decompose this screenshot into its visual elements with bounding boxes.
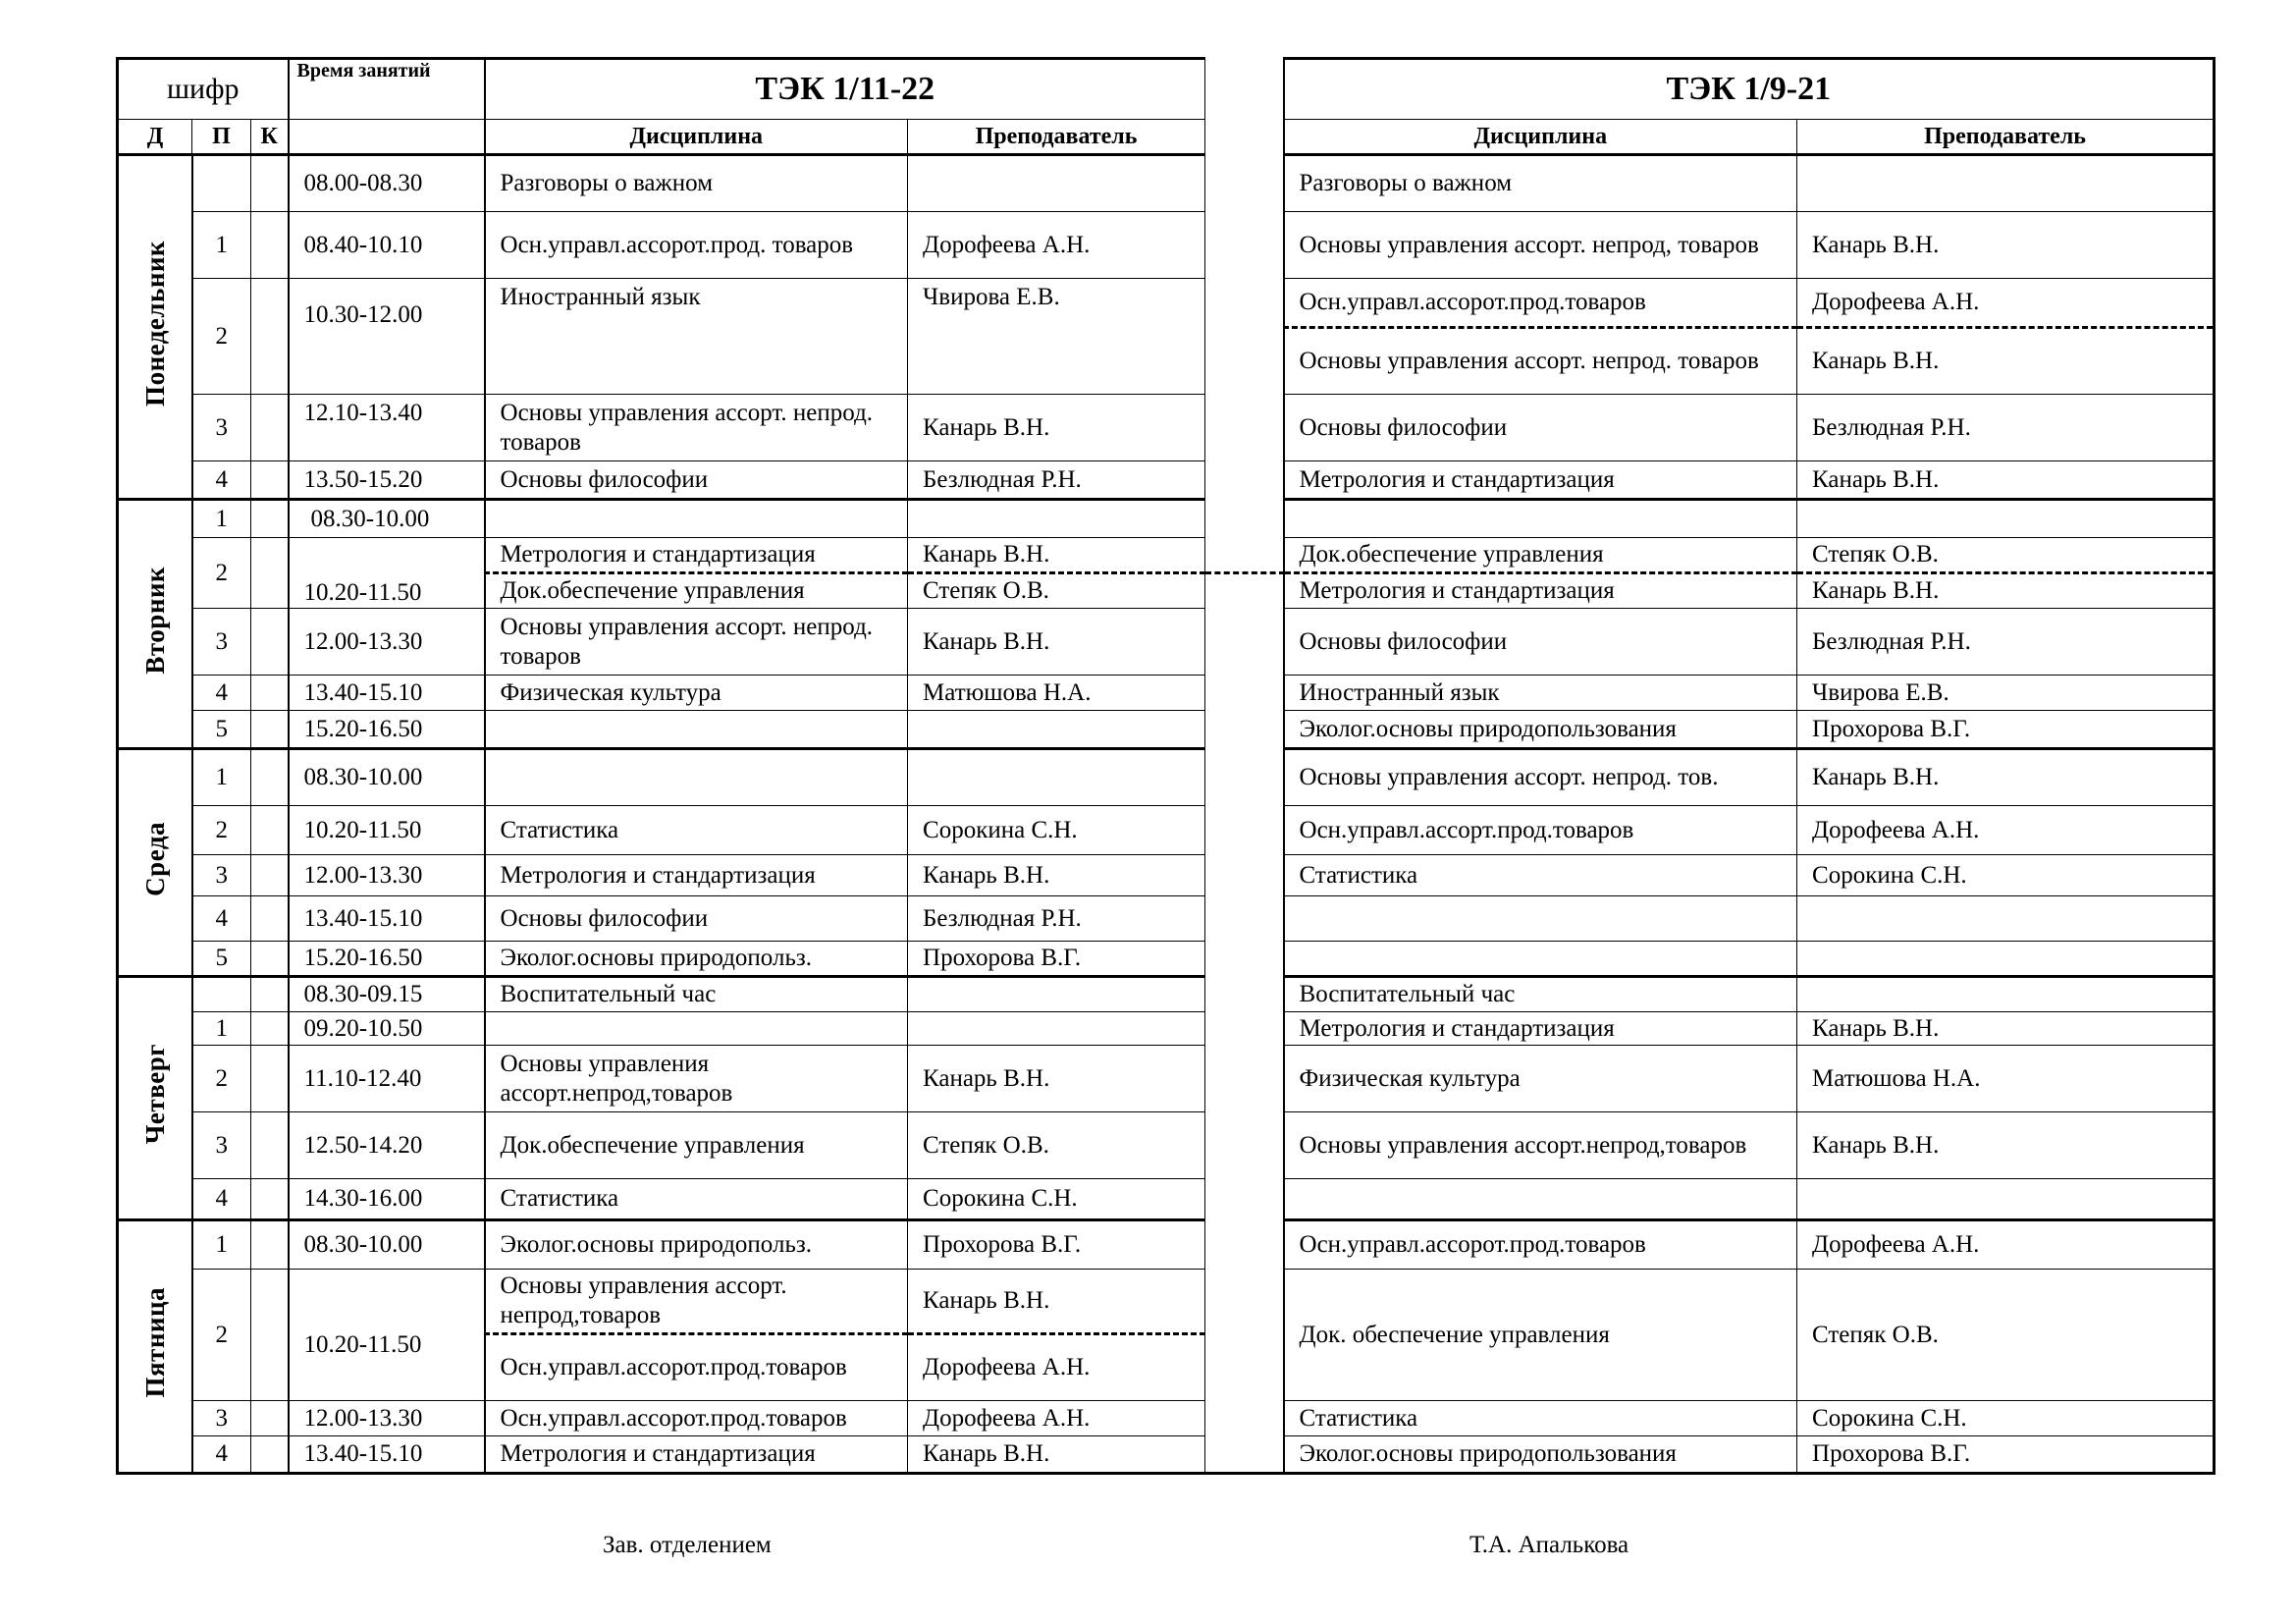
header-time-blank (289, 120, 485, 155)
pair-number: 2 (192, 806, 251, 855)
teacher-cell: Матюшова Н.А. (908, 676, 1205, 711)
pair-number: 3 (192, 395, 251, 461)
separator-col (1205, 155, 1284, 212)
teacher-cell (908, 977, 1205, 1012)
header-vremya: Время занятий (289, 59, 485, 120)
discipline-cell: Док. обеспечение управления (1284, 1270, 1797, 1401)
cabinet-cell (251, 212, 289, 279)
cabinet-cell (251, 977, 289, 1012)
teacher-cell: Канарь В.Н. (1797, 749, 2215, 806)
discipline-cell: Воспитательный час (485, 977, 908, 1012)
teacher-cell (908, 500, 1205, 538)
discipline-cell: Метрология и стандартизация (1284, 1012, 1797, 1046)
teacher-cell: Сорокина С.Н. (908, 1179, 1205, 1220)
header-discipline-2: Дисциплина (1284, 120, 1797, 155)
discipline-cell: Метрология и стандартизация (485, 855, 908, 896)
discipline-cell: Осн.управл.ассорот.прод.товаров (1284, 279, 1797, 328)
separator-col (1205, 120, 1284, 155)
cabinet-cell (251, 749, 289, 806)
separator-col (1205, 1220, 1284, 1270)
footer-position: Зав. отделением (603, 1532, 772, 1558)
pair-number: 4 (192, 896, 251, 942)
discipline-cell: Разговоры о важном (485, 155, 908, 212)
cabinet-cell (251, 806, 289, 855)
day-label: Четверг (139, 1044, 170, 1145)
teacher-cell: Канарь В.Н. (908, 538, 1205, 573)
cabinet-cell (251, 609, 289, 676)
discipline-cell: Эколог.основы природопольз. (485, 1220, 908, 1270)
teacher-cell (1797, 155, 2215, 212)
discipline-cell (1284, 942, 1797, 977)
separator-col (1205, 212, 1284, 279)
cabinet-cell (251, 500, 289, 538)
separator-col (1205, 676, 1284, 711)
teacher-cell: Прохорова В.Г. (1797, 1436, 2215, 1474)
discipline-cell (1284, 1179, 1797, 1220)
teacher-cell: Безлюдная Р.Н. (1797, 609, 2215, 676)
time-cell: 10.20-11.50 (289, 806, 485, 855)
separator-col (1205, 1270, 1284, 1401)
discipline-cell: Основы философии (485, 896, 908, 942)
teacher-cell: Дорофеева А.Н. (908, 1401, 1205, 1436)
teacher-cell (1797, 896, 2215, 942)
pair-number: 4 (192, 461, 251, 500)
teacher-cell: Безлюдная Р.Н. (908, 461, 1205, 500)
time-cell: 10.20-11.50 (289, 1270, 485, 1401)
header-shifr: шифр (118, 59, 289, 120)
discipline-cell (485, 1012, 908, 1046)
cabinet-cell (251, 279, 289, 395)
discipline-cell (485, 500, 908, 538)
teacher-cell: Дорофеева А.Н. (1797, 279, 2215, 328)
discipline-cell: Физическая культура (1284, 1046, 1797, 1112)
pair-number: 5 (192, 942, 251, 977)
pair-number: 2 (192, 279, 251, 395)
cabinet-cell (251, 1270, 289, 1401)
header-p: П (192, 120, 251, 155)
cabinet-cell (251, 676, 289, 711)
time-cell: 12.10-13.40 (289, 395, 485, 461)
time-cell: 08.30-10.00 (289, 749, 485, 806)
schedule-table (116, 57, 2216, 1475)
time-cell: 12.00-13.30 (289, 855, 485, 896)
separator-col (1205, 59, 1284, 120)
time-cell: 13.50-15.20 (289, 461, 485, 500)
teacher-cell: Канарь В.Н. (1797, 461, 2215, 500)
teacher-cell: Канарь В.Н. (908, 609, 1205, 676)
cabinet-cell (251, 1401, 289, 1436)
pair-number: 1 (192, 1012, 251, 1046)
discipline-cell: Физическая культура (485, 676, 908, 711)
teacher-cell (908, 1012, 1205, 1046)
cabinet-cell (251, 711, 289, 749)
day-friday (118, 1220, 192, 1474)
discipline-cell: Основы философии (1284, 395, 1797, 461)
teacher-cell: Дорофеева А.Н. (908, 212, 1205, 279)
cabinet-cell (251, 461, 289, 500)
teacher-cell (908, 749, 1205, 806)
pair-number (192, 977, 251, 1012)
separator-col (1205, 1046, 1284, 1112)
pair-number: 2 (192, 538, 251, 609)
discipline-cell: Осн.управл.ассорт.прод.товаров (1284, 806, 1797, 855)
time-cell: 13.40-15.10 (289, 676, 485, 711)
teacher-cell: Чвирова Е.В. (908, 279, 1205, 395)
discipline-cell (485, 711, 908, 749)
footer-name: Т.А. Апалькова (1469, 1532, 1629, 1558)
pair-number: 1 (192, 1220, 251, 1270)
cabinet-cell (251, 1046, 289, 1112)
cabinet-cell (251, 855, 289, 896)
cabinet-cell (251, 155, 289, 212)
discipline-cell: Основы управления ассорт. непрод. товаров (485, 395, 908, 461)
teacher-cell: Степяк О.В. (908, 1112, 1205, 1179)
teacher-cell: Канарь В.Н. (908, 1436, 1205, 1474)
pair-number: 5 (192, 711, 251, 749)
teacher-cell: Прохорова В.Г. (908, 1220, 1205, 1270)
discipline-cell: Воспитательный час (1284, 977, 1797, 1012)
teacher-cell: Канарь В.Н. (1797, 573, 2215, 609)
cabinet-cell (251, 1112, 289, 1179)
teacher-cell (1797, 942, 2215, 977)
header-d: Д (118, 120, 192, 155)
separator-col (1205, 1179, 1284, 1220)
teacher-cell: Безлюдная Р.Н. (1797, 395, 2215, 461)
day-thursday (118, 977, 192, 1220)
time-cell: 12.00-13.30 (289, 1401, 485, 1436)
cabinet-cell (251, 1012, 289, 1046)
teacher-cell (908, 711, 1205, 749)
discipline-cell: Основы управления ассорт. непрод. товаров (1284, 328, 1797, 395)
pair-number: 3 (192, 609, 251, 676)
teacher-cell: Канарь В.Н. (1797, 328, 2215, 395)
discipline-cell: Осн.управл.ассорот.прод. товаров (485, 212, 908, 279)
discipline-cell: Статистика (1284, 855, 1797, 896)
discipline-cell: Метрология и стандартизация (1284, 461, 1797, 500)
teacher-cell: Безлюдная Р.Н. (908, 896, 1205, 942)
teacher-cell (908, 155, 1205, 212)
discipline-cell: Метрология и стандартизация (1284, 573, 1797, 609)
pair-number: 1 (192, 749, 251, 806)
discipline-cell: Статистика (485, 1179, 908, 1220)
pair-number: 3 (192, 1112, 251, 1179)
separator-col (1205, 977, 1284, 1012)
discipline-cell: Основы управления ассорт. непрод. товаров (485, 609, 908, 676)
teacher-cell: Сорокина С.Н. (908, 806, 1205, 855)
separator-col (1205, 711, 1284, 749)
discipline-cell: Разговоры о важном (1284, 155, 1797, 212)
time-cell: 12.00-13.30 (289, 609, 485, 676)
pair-number: 1 (192, 212, 251, 279)
discipline-cell: Основы управления ассорт.непрод,товаров (1284, 1112, 1797, 1179)
discipline-cell: Метрология и стандартизация (485, 538, 908, 573)
discipline-cell: Основы управления ассорт. непрод,товаров (485, 1270, 908, 1334)
pair-number: 3 (192, 1401, 251, 1436)
teacher-cell: Дорофеева А.Н. (908, 1334, 1205, 1401)
discipline-cell (485, 749, 908, 806)
separator-col (1205, 1112, 1284, 1179)
pair-number: 3 (192, 855, 251, 896)
time-cell: 13.40-15.10 (289, 1436, 485, 1474)
day-label: Пятница (139, 1287, 170, 1398)
group2-title: ТЭК 1/9-21 (1284, 59, 2215, 120)
header-k: К (251, 120, 289, 155)
teacher-cell: Дорофеева А.Н. (1797, 806, 2215, 855)
discipline-cell: Эколог.основы природопользования (1284, 1436, 1797, 1474)
teacher-cell: Степяк О.В. (1797, 1270, 2215, 1401)
cabinet-cell (251, 942, 289, 977)
separator-col (1205, 279, 1284, 395)
discipline-cell: Основы философии (485, 461, 908, 500)
teacher-cell (1797, 977, 2215, 1012)
time-cell: 15.20-16.50 (289, 711, 485, 749)
separator-col (1205, 500, 1284, 538)
day-label: Понедельник (139, 240, 170, 406)
discipline-cell: Осн.управл.ассорот.прод.товаров (1284, 1220, 1797, 1270)
pair-number (192, 155, 251, 212)
header-teacher-1: Преподаватель (908, 120, 1205, 155)
teacher-cell: Сорокина С.Н. (1797, 1401, 2215, 1436)
pair-number: 4 (192, 676, 251, 711)
discipline-cell: Иностранный язык (1284, 676, 1797, 711)
discipline-cell: Эколог.основы природопользования (1284, 711, 1797, 749)
teacher-cell: Канарь В.Н. (1797, 1112, 2215, 1179)
cabinet-cell (251, 1436, 289, 1474)
discipline-cell (1284, 500, 1797, 538)
time-cell: 13.40-15.10 (289, 896, 485, 942)
time-cell: 12.50-14.20 (289, 1112, 485, 1179)
pair-number: 2 (192, 1046, 251, 1112)
time-cell: 08.30-10.00 (289, 500, 485, 538)
time-cell: 08.00-08.30 (289, 155, 485, 212)
time-cell: 09.20-10.50 (289, 1012, 485, 1046)
discipline-cell: Эколог.основы природопольз. (485, 942, 908, 977)
discipline-cell: Док.обеспечение управления (1284, 538, 1797, 573)
day-monday (118, 155, 192, 500)
day-wednesday (118, 749, 192, 977)
discipline-cell: Осн.управл.ассорот.прод.товаров (485, 1401, 908, 1436)
teacher-cell: Прохорова В.Г. (1797, 711, 2215, 749)
separator-col (1205, 1012, 1284, 1046)
discipline-cell: Основы управления ассорт.непрод,товаров (485, 1046, 908, 1112)
day-label: Среда (139, 821, 170, 896)
teacher-cell: Матюшова Н.А. (1797, 1046, 2215, 1112)
header-discipline-1: Дисциплина (485, 120, 908, 155)
discipline-cell: Основы управления ассорт. непрод, товаров (1284, 212, 1797, 279)
teacher-cell: Канарь В.Н. (908, 855, 1205, 896)
teacher-cell: Степяк О.В. (1797, 538, 2215, 573)
separator-col (1205, 1436, 1284, 1474)
teacher-cell: Чвирова Е.В. (1797, 676, 2215, 711)
teacher-cell: Сорокина С.Н. (1797, 855, 2215, 896)
pair-number: 4 (192, 1179, 251, 1220)
separator-col (1205, 573, 1284, 609)
time-cell: 08.30-09.15 (289, 977, 485, 1012)
discipline-cell (1284, 896, 1797, 942)
teacher-cell (1797, 1179, 2215, 1220)
header-teacher-2: Преподаватель (1797, 120, 2215, 155)
discipline-cell: Док.обеспечение управления (485, 573, 908, 609)
separator-col (1205, 609, 1284, 676)
cabinet-cell (251, 395, 289, 461)
teacher-cell: Степяк О.В. (908, 573, 1205, 609)
cabinet-cell (251, 896, 289, 942)
separator-col (1205, 461, 1284, 500)
teacher-cell: Канарь В.Н. (1797, 212, 2215, 279)
discipline-cell: Иностранный язык (485, 279, 908, 395)
cabinet-cell (251, 1220, 289, 1270)
separator-col (1205, 1401, 1284, 1436)
separator-col (1205, 855, 1284, 896)
time-cell: 10.20-11.50 (289, 538, 485, 609)
discipline-cell: Осн.управл.ассорот.прод.товаров (485, 1334, 908, 1401)
teacher-cell (1797, 500, 2215, 538)
discipline-cell: Метрология и стандартизация (485, 1436, 908, 1474)
group1-title: ТЭК 1/11-22 (485, 59, 1205, 120)
discipline-cell: Основы управления ассорт. непрод. тов. (1284, 749, 1797, 806)
time-cell: 11.10-12.40 (289, 1046, 485, 1112)
day-label: Вторник (139, 566, 170, 675)
day-tuesday (118, 500, 192, 749)
discipline-cell: Статистика (1284, 1401, 1797, 1436)
teacher-cell: Канарь В.Н. (908, 395, 1205, 461)
teacher-cell: Канарь В.Н. (908, 1270, 1205, 1334)
time-cell: 08.30-10.00 (289, 1220, 485, 1270)
teacher-cell: Канарь В.Н. (908, 1046, 1205, 1112)
separator-col (1205, 538, 1284, 573)
time-cell: 10.30-12.00 (289, 279, 485, 395)
separator-col (1205, 942, 1284, 977)
separator-col (1205, 749, 1284, 806)
separator-col (1205, 806, 1284, 855)
time-cell: 14.30-16.00 (289, 1179, 485, 1220)
pair-number: 1 (192, 500, 251, 538)
time-cell: 08.40-10.10 (289, 212, 485, 279)
discipline-cell: Док.обеспечение управления (485, 1112, 908, 1179)
pair-number: 4 (192, 1436, 251, 1474)
teacher-cell: Канарь В.Н. (1797, 1012, 2215, 1046)
cabinet-cell (251, 1179, 289, 1220)
separator-col (1205, 896, 1284, 942)
time-cell: 15.20-16.50 (289, 942, 485, 977)
separator-col (1205, 395, 1284, 461)
teacher-cell: Дорофеева А.Н. (1797, 1220, 2215, 1270)
teacher-cell: Прохорова В.Г. (908, 942, 1205, 977)
discipline-cell: Статистика (485, 806, 908, 855)
pair-number: 2 (192, 1270, 251, 1401)
discipline-cell: Основы философии (1284, 609, 1797, 676)
cabinet-cell (251, 538, 289, 609)
